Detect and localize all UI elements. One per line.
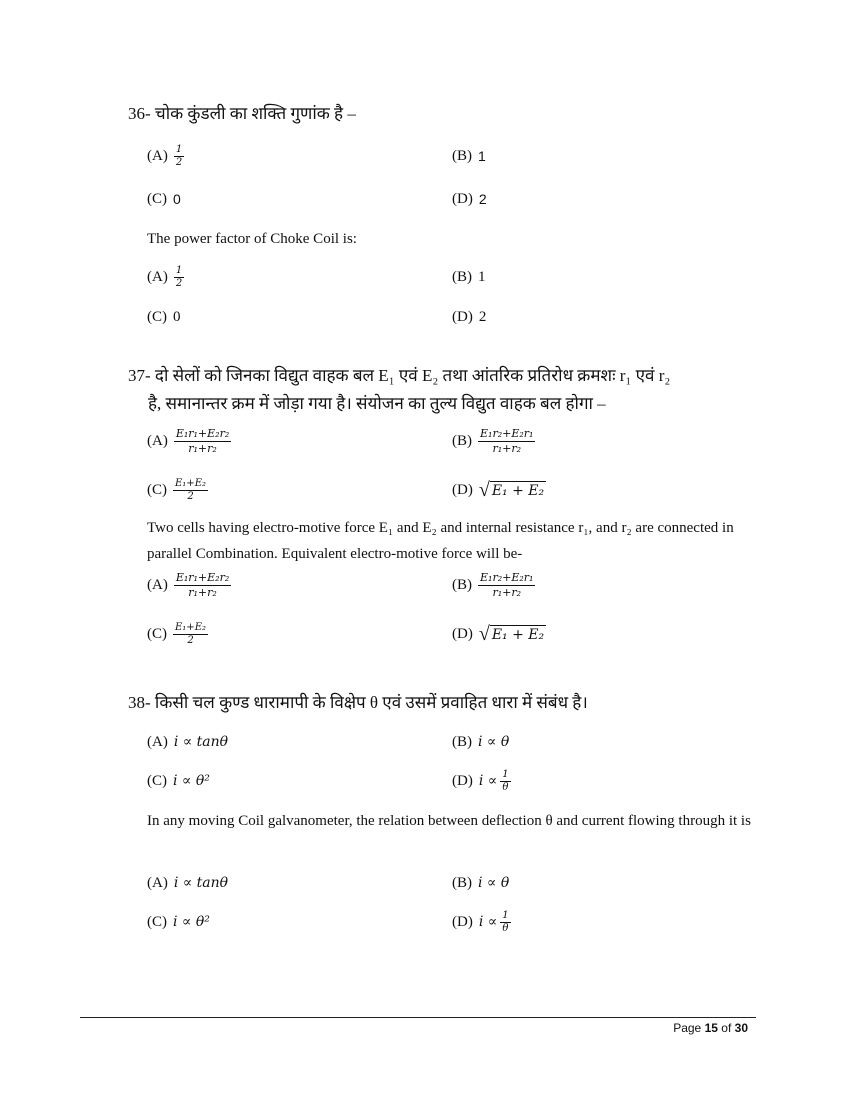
current-page: 15 bbox=[704, 1021, 718, 1035]
fraction: $\frac{\text{E₁+E₂}}{2}$ bbox=[175, 621, 206, 646]
q38-hindi-option-a: (A) i ∝ tanθ bbox=[147, 733, 229, 750]
q37-english-option-d: (D) √ E₁ + E₂ bbox=[452, 623, 545, 645]
q38-english-option-a: (A) i ∝ tanθ bbox=[147, 874, 229, 891]
question-38-english: In any moving Coil galvanometer, the relation between deflection θ and current flowing through it is bbox=[147, 813, 751, 829]
q36-english-option-a: (A) $\frac{1}{2}$ bbox=[147, 264, 183, 289]
question-37-english: Two cells having electro-motive force E₁ and E₂ and internal resistance r₁, and r₂ are connected in parallel Combination. Equivalent electro-motive force will be- bbox=[147, 520, 734, 562]
question-37-hindi bbox=[128, 362, 758, 418]
q38-english-options-row-1 bbox=[147, 868, 747, 898]
q36-hindi-options-row-2 bbox=[147, 184, 747, 214]
fraction: $\frac{\text{E₁r₂+E₂r₁}}{\text{r₁+r₂}}$ bbox=[480, 570, 534, 599]
question-37-hindi-line-2: है, समानान्तर क्रम में जोड़ा गया है। संयोजन का तुल्य विद्युत वाहक बल होगा – bbox=[148, 394, 606, 413]
q37-english-option-c: (C) $\frac{\text{E₁+E₂}}{2}$ bbox=[147, 621, 206, 646]
q38-hindi-option-b: (B) i ∝ θ bbox=[452, 733, 510, 750]
q37-english-options-row-2 bbox=[147, 618, 747, 650]
q36-hindi-option-c: (C) 0 bbox=[147, 190, 181, 207]
q36-english-option-b: (B) 1 bbox=[452, 268, 486, 285]
question-36-hindi-text: 36- चोक कुंडली का शक्ति गुणांक है – bbox=[128, 104, 356, 123]
q38-english-option-b: (B) i ∝ θ bbox=[452, 874, 510, 891]
fraction: $\frac{\text{E₁r₁+E₂r₂}}{\text{r₁+r₂}}$ bbox=[175, 426, 230, 455]
square-root: √ E₁ + E₂ bbox=[478, 623, 545, 645]
square-root: √ E₁ + E₂ bbox=[478, 479, 545, 501]
fraction: $\frac{\text{E₁r₁+E₂r₂}}{\text{r₁+r₂}}$ bbox=[175, 570, 230, 599]
q38-hindi-options-row-2 bbox=[147, 766, 747, 796]
q37-english-options-row-1 bbox=[147, 568, 747, 602]
q38-hindi-options-row-1 bbox=[147, 727, 747, 757]
q36-english-option-d: (D) 2 bbox=[452, 308, 487, 325]
total-pages: 30 bbox=[734, 1021, 748, 1035]
question-37-hindi-line-1: 37- दो सेलों को जिनका विद्युत वाहक बल E₁ एवं E₂ तथा आंतरिक प्रतिरोध क्रमशः r₁ एवं r₂ bbox=[128, 366, 671, 385]
fraction: $\frac{1}{\theta}$ bbox=[502, 768, 509, 793]
q38-hindi-option-d: (D) i ∝ $\frac{1}{\theta}$ bbox=[452, 768, 509, 793]
q36-hindi-option-b: (B) 1 bbox=[452, 147, 486, 164]
q38-english-options-row-2 bbox=[147, 907, 747, 937]
q37-english-option-a: (A) $\frac{\text{E₁r₁+E₂r₂}}{\text{r₁+r₂}}$ bbox=[147, 570, 230, 599]
q37-hindi-option-a: (A) $\frac{\text{E₁r₁+E₂r₂}}{\text{r₁+r₂}}$ bbox=[147, 426, 230, 455]
page-number: Page 15 of 30 bbox=[673, 1021, 748, 1035]
q36-english-options-row-1 bbox=[147, 262, 747, 292]
q37-hindi-option-b: (B) $\frac{\text{E₁r₂+E₂r₁}}{\text{r₁+r₂}}$ bbox=[452, 426, 534, 455]
footer-divider bbox=[80, 1017, 756, 1018]
fraction: $\frac{1}{2}$ bbox=[175, 264, 183, 289]
q36-hindi-option-a: (A) $\frac{1}{2}$ bbox=[147, 143, 183, 168]
q37-hindi-option-d: (D) √ E₁ + E₂ bbox=[452, 479, 545, 501]
q36-hindi-options-row-1 bbox=[147, 141, 747, 171]
q36-english-options-row-2 bbox=[147, 302, 747, 332]
question-38-hindi-text: 38- किसी चल कुण्ड धारामापी के विक्षेप θ एवं उसमें प्रवाहित धारा में संबंध है। bbox=[128, 693, 588, 712]
q38-english-option-d: (D) i ∝ $\frac{1}{\theta}$ bbox=[452, 909, 509, 934]
q36-english-option-c: (C) 0 bbox=[147, 308, 181, 325]
fraction: $\frac{1}{2}$ bbox=[175, 143, 183, 168]
q38-english-option-c: (C) i ∝ θ² bbox=[147, 913, 210, 930]
q37-hindi-options-row-1 bbox=[147, 424, 747, 458]
question-36-english: The power factor of Choke Coil is: bbox=[147, 231, 357, 247]
q38-hindi-option-c: (C) i ∝ θ² bbox=[147, 772, 210, 789]
question-36-hindi bbox=[128, 100, 768, 128]
q37-hindi-options-row-2 bbox=[147, 474, 747, 506]
q37-hindi-option-c: (C) $\frac{\text{E₁+E₂}}{2}$ bbox=[147, 477, 206, 502]
fraction: $\frac{\text{E₁r₂+E₂r₁}}{\text{r₁+r₂}}$ bbox=[480, 426, 534, 455]
fraction: $\frac{1}{\theta}$ bbox=[502, 909, 509, 934]
q37-english-option-b: (B) $\frac{\text{E₁r₂+E₂r₁}}{\text{r₁+r₂}}$ bbox=[452, 570, 534, 599]
question-38-hindi bbox=[128, 689, 768, 717]
fraction: $\frac{\text{E₁+E₂}}{2}$ bbox=[175, 477, 206, 502]
q36-hindi-option-d: (D) 2 bbox=[452, 190, 487, 207]
